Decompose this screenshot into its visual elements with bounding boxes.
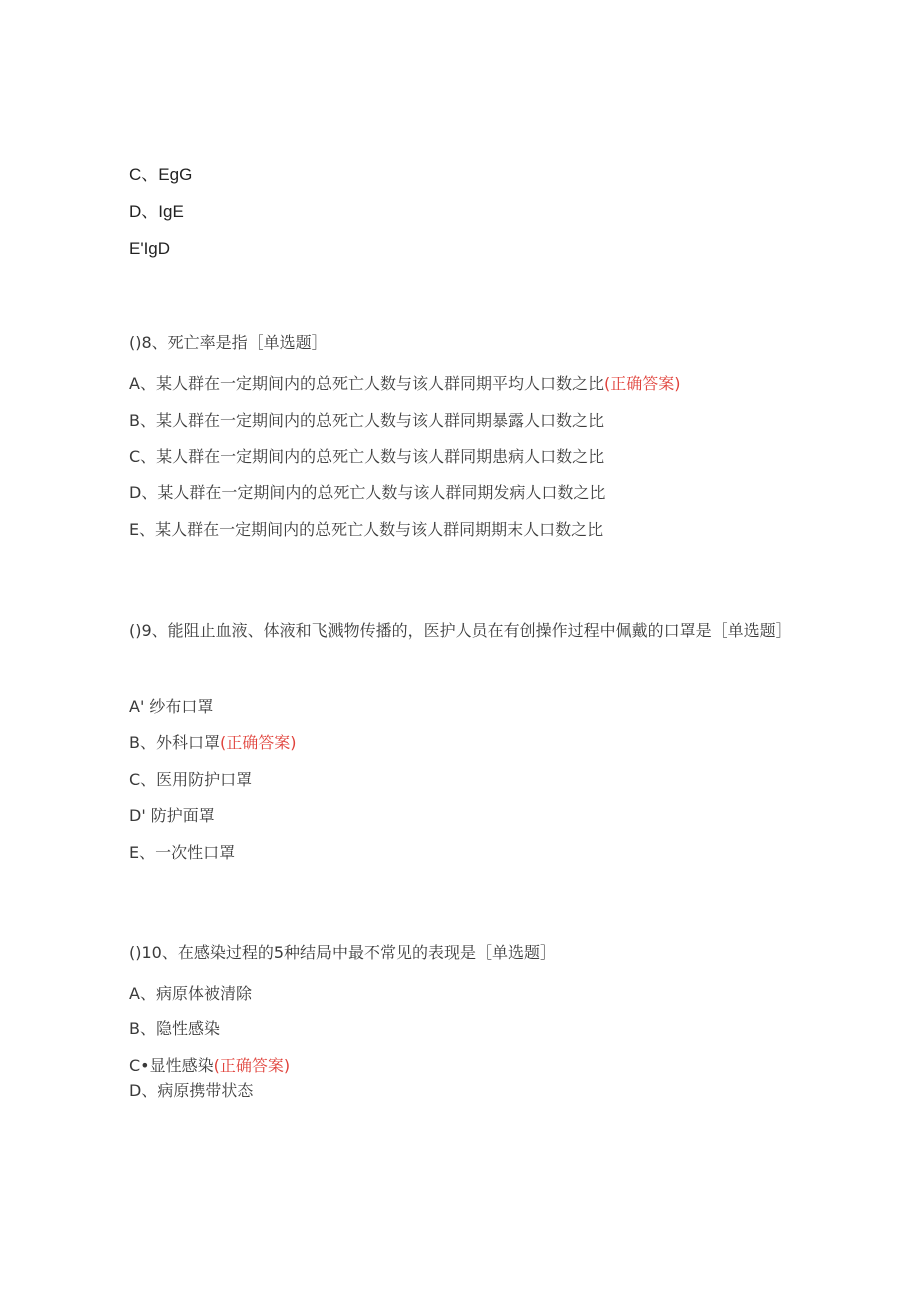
q8-option-b: B、某人群在一定期间内的总死亡人数与该人群同期暴露人口数之比 — [129, 411, 604, 430]
q7-option-c: C、EgG — [129, 165, 193, 184]
q9-option-e: E、一次性口罩 — [129, 843, 236, 862]
q9-option-b — [129, 733, 296, 753]
q10-option-b: B、隐性感染 — [129, 1019, 220, 1038]
q10-option-c-text: C•显性感染 — [129, 1056, 214, 1075]
q9-option-d: D' 防护面罩 — [129, 806, 215, 825]
q10-option-a: A、病原体被清除 — [129, 984, 252, 1003]
q10-option-c — [129, 1056, 290, 1076]
q9-stem: ()9、能阻止血液、体液和飞溅物传播的，医护人员在有创操作过程中佩戴的口罩是［单选题］ — [129, 621, 792, 640]
q8-option-e: E、某人群在一定期间内的总死亡人数与该人群同期期末人口数之比 — [129, 520, 604, 539]
q8-option-c: C、某人群在一定期间内的总死亡人数与该人群同期患病人口数之比 — [129, 447, 605, 466]
q9-option-a: A' 纱布口罩 — [129, 697, 214, 716]
q9-option-c: C、医用防护口罩 — [129, 770, 253, 789]
q10-correct-answer-mark: (正确答案) — [213, 1056, 291, 1075]
q8-option-a — [129, 374, 680, 394]
q10-stem: ()10、在感染过程的5种结局中最不常见的表现是［单选题］ — [129, 943, 557, 962]
q8-stem: ()8、死亡率是指［单选题］ — [129, 333, 328, 352]
q8-option-a-text: A、某人群在一定期间内的总死亡人数与该人群同期平均人口数之比 — [129, 374, 604, 393]
q8-correct-answer-mark: (正确答案) — [603, 374, 681, 393]
q7-option-d: D、IgE — [129, 202, 184, 221]
q9-option-b-text: B、外科口罩 — [129, 733, 220, 752]
q8-option-d: D、某人群在一定期间内的总死亡人数与该人群同期发病人口数之比 — [129, 483, 606, 502]
q9-correct-answer-mark: (正确答案) — [219, 733, 297, 752]
q10-option-d: D、病原携带状态 — [129, 1081, 254, 1100]
q7-option-e: E'IgD — [129, 239, 171, 258]
